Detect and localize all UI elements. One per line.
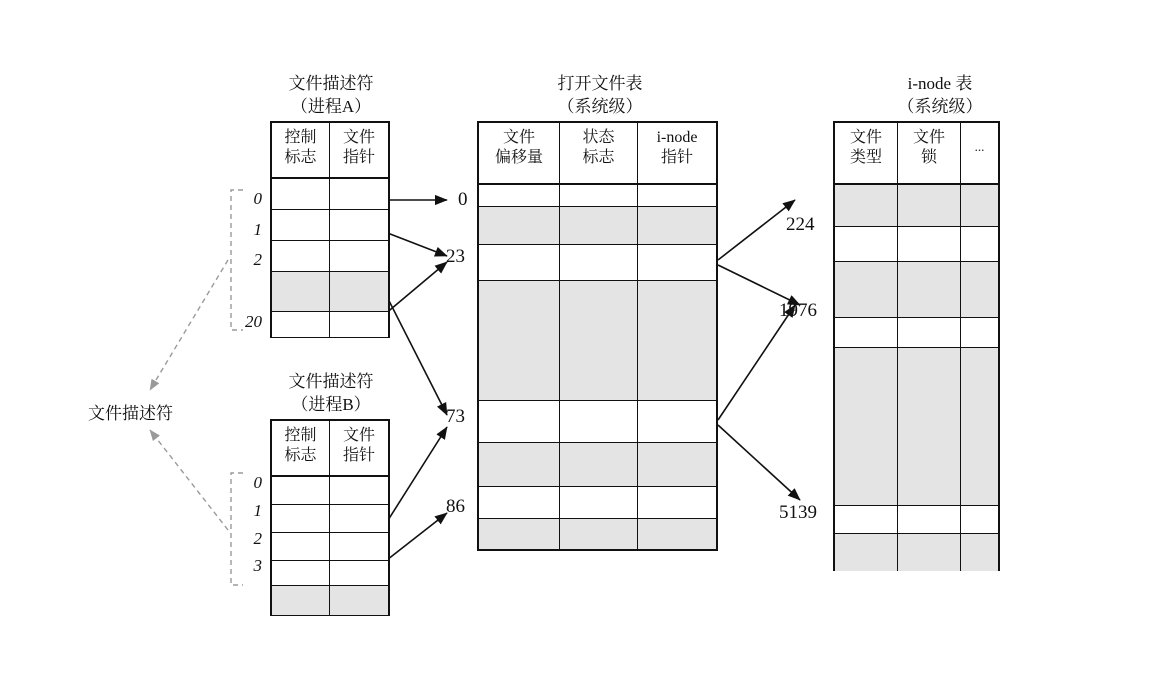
fd-b-cell (272, 505, 330, 532)
fd-b-cell (330, 477, 388, 504)
fd-a-index-1: 1 (253, 220, 262, 239)
open-file-header-status (560, 123, 638, 183)
open-file-row-7 (479, 519, 716, 549)
inode-cell (835, 348, 898, 505)
fd-a-title-line1: 文件描述符 (288, 74, 374, 93)
fd-b-header-pointer (330, 421, 388, 475)
inode-cell (835, 185, 898, 226)
fd-a-cell (330, 312, 388, 337)
fd-b-header-pointer-l2: 指针 (343, 447, 376, 464)
open-file-cell (638, 519, 716, 549)
fd-b-header-control-l1: 控制 (284, 427, 317, 444)
open-file-cell (560, 487, 638, 518)
open-file-header-status-l2: 标志 (582, 149, 615, 166)
fd-a-header-pointer (330, 123, 388, 177)
fd-a-cell (272, 272, 330, 311)
open-file-cell (638, 185, 716, 206)
open-file-title-line2: （系统级） (557, 97, 643, 116)
inode-cell (898, 185, 961, 226)
fd-b-header-control (272, 421, 330, 475)
open-file-row-2 (479, 245, 716, 281)
fd-a-cell (330, 241, 388, 271)
open-file-cell (638, 281, 716, 400)
inode-cell (961, 262, 998, 317)
open-file-cell (560, 443, 638, 486)
fd-b-cell (272, 477, 330, 504)
inode-cell (835, 227, 898, 261)
inode-table (833, 121, 1000, 571)
fd-b-title-line1: 文件描述符 (288, 372, 374, 391)
open-file-cell (479, 207, 560, 244)
inode-header-filelock-l2: 锁 (920, 149, 937, 166)
inode-header (835, 123, 998, 185)
inode-cell (898, 506, 961, 533)
open-file-title-line1: 打开文件表 (557, 74, 643, 93)
fd-b-row-1 (272, 505, 388, 533)
inode-row-3 (835, 318, 998, 348)
inode-cell (898, 227, 961, 261)
open-file-cell (479, 245, 560, 280)
inode-cell (835, 318, 898, 347)
fd-b-row-3 (272, 561, 388, 586)
open-file-header-inode-l1: i-node (656, 129, 698, 146)
open-file-cell (479, 281, 560, 400)
fd-b-index-2: 2 (253, 529, 262, 548)
inode-row-5 (835, 506, 998, 534)
fd-b-cell (330, 533, 388, 560)
inode-label-1976: 1976 (779, 300, 817, 321)
inode-header-filetype-l2: 类型 (849, 149, 882, 166)
open-file-header-offset-l1: 文件 (502, 129, 535, 146)
fd-b-table (270, 419, 390, 616)
inode-header-filetype (835, 123, 898, 183)
fd-a-header-pointer-l1: 文件 (343, 129, 376, 146)
open-file-offset-73: 73 (446, 406, 465, 427)
open-file-row-1 (479, 207, 716, 245)
fd-b-header-pointer-l1: 文件 (343, 427, 376, 444)
fd-a-header-control-l2: 标志 (284, 149, 317, 166)
fd-a-cell (272, 312, 330, 337)
open-file-table (477, 121, 718, 551)
open-file-row-6 (479, 487, 716, 519)
open-file-header-offset (479, 123, 560, 183)
fd-b-cell (272, 561, 330, 585)
fd-a-cell (272, 210, 330, 240)
caption-file-descriptor: 文件描述符 (88, 404, 173, 423)
caption-connectors (150, 260, 228, 530)
fd-b-cell (330, 505, 388, 532)
open-file-offset-23: 23 (446, 246, 465, 267)
fd-b-header (272, 421, 388, 477)
fd-b-index-0: 0 (253, 473, 262, 492)
fd-a-title-line2: （进程A） (290, 97, 372, 116)
open-file-offset-86: 86 (446, 496, 465, 517)
inode-label-5139: 5139 (779, 502, 817, 523)
inode-cell (961, 227, 998, 261)
inode-cell (835, 262, 898, 317)
open-file-row-4 (479, 401, 716, 443)
fd-b-cell (272, 586, 330, 615)
inode-header-ellipsis-l1: ... (974, 139, 985, 154)
inode-row-1 (835, 227, 998, 262)
inode-pointers (718, 200, 800, 500)
inode-cell (961, 506, 998, 533)
inode-header-filelock-l1: 文件 (912, 129, 945, 146)
fd-a-header-control-l1: 控制 (284, 129, 317, 146)
inode-row-2 (835, 262, 998, 318)
open-file-cell (638, 487, 716, 518)
fd-a-row-0 (272, 179, 388, 210)
open-file-cell (560, 245, 638, 280)
open-file-header (479, 123, 716, 185)
inode-row-6 (835, 534, 998, 571)
inode-cell (898, 534, 961, 571)
fd-a-header-control (272, 123, 330, 177)
fd-b-header-control-l2: 标志 (284, 447, 317, 464)
fd-b-cell (330, 561, 388, 585)
open-file-row-5 (479, 443, 716, 487)
inode-cell (898, 348, 961, 505)
fd-b-title-line2: （进程B） (291, 395, 371, 414)
inode-cell (835, 534, 898, 571)
open-file-cell (479, 519, 560, 549)
fd-a-index-2: 2 (253, 250, 262, 269)
inode-title-line1: i-node 表 (907, 74, 973, 93)
inode-row-0 (835, 185, 998, 227)
open-file-header-offset-l2: 偏移量 (494, 149, 543, 166)
open-file-cell (560, 401, 638, 442)
fd-b-row-gap (272, 586, 388, 615)
open-file-row-0 (479, 185, 716, 207)
inode-header-filelock (898, 123, 961, 183)
inode-title-line2: （系统级） (897, 97, 983, 116)
fd-b-index-1: 1 (253, 501, 262, 520)
open-file-offset-0: 0 (458, 189, 468, 210)
open-file-cell (479, 185, 560, 206)
fd-b-row-2 (272, 533, 388, 561)
fd-a-header (272, 123, 388, 179)
open-file-cell (638, 207, 716, 244)
open-file-cell (479, 443, 560, 486)
inode-cell (961, 348, 998, 505)
open-file-header-inode-l2: 指针 (660, 149, 693, 166)
fd-a-index-20: 20 (245, 312, 262, 331)
fd-a-cell (272, 241, 330, 271)
fd-b-index-3: 3 (253, 556, 262, 575)
inode-cell (898, 262, 961, 317)
open-file-cell (479, 487, 560, 518)
inode-label-224: 224 (786, 214, 815, 235)
inode-header-ellipsis (961, 123, 998, 183)
fd-a-cell (272, 179, 330, 209)
open-file-header-inode (638, 123, 716, 183)
fd-a-row-20 (272, 312, 388, 337)
inode-cell (961, 318, 998, 347)
inode-header-filetype-l1: 文件 (849, 129, 882, 146)
open-file-cell (560, 185, 638, 206)
inode-cell (961, 185, 998, 226)
fd-a-table (270, 121, 390, 338)
open-file-cell (638, 401, 716, 442)
fd-a-cell (330, 272, 388, 311)
open-file-cell (479, 401, 560, 442)
inode-cell (835, 506, 898, 533)
fd-a-row-1 (272, 210, 388, 241)
fd-a-cell (330, 210, 388, 240)
inode-cell (961, 534, 998, 571)
fd-a-cell (330, 179, 388, 209)
fd-a-row-2 (272, 241, 388, 272)
open-file-cell (560, 207, 638, 244)
open-file-cell (560, 519, 638, 549)
fd-b-cell (272, 533, 330, 560)
fd-b-row-0 (272, 477, 388, 505)
open-file-cell (638, 443, 716, 486)
inode-row-4 (835, 348, 998, 506)
fd-b-cell (330, 586, 388, 615)
open-file-cell (638, 245, 716, 280)
open-file-header-status-l1: 状态 (582, 129, 615, 146)
fd-a-index-0: 0 (253, 189, 262, 208)
fd-a-row-gap (272, 272, 388, 312)
open-file-cell (560, 281, 638, 400)
fd-a-header-pointer-l2: 指针 (343, 149, 376, 166)
inode-cell (898, 318, 961, 347)
open-file-row-3 (479, 281, 716, 401)
